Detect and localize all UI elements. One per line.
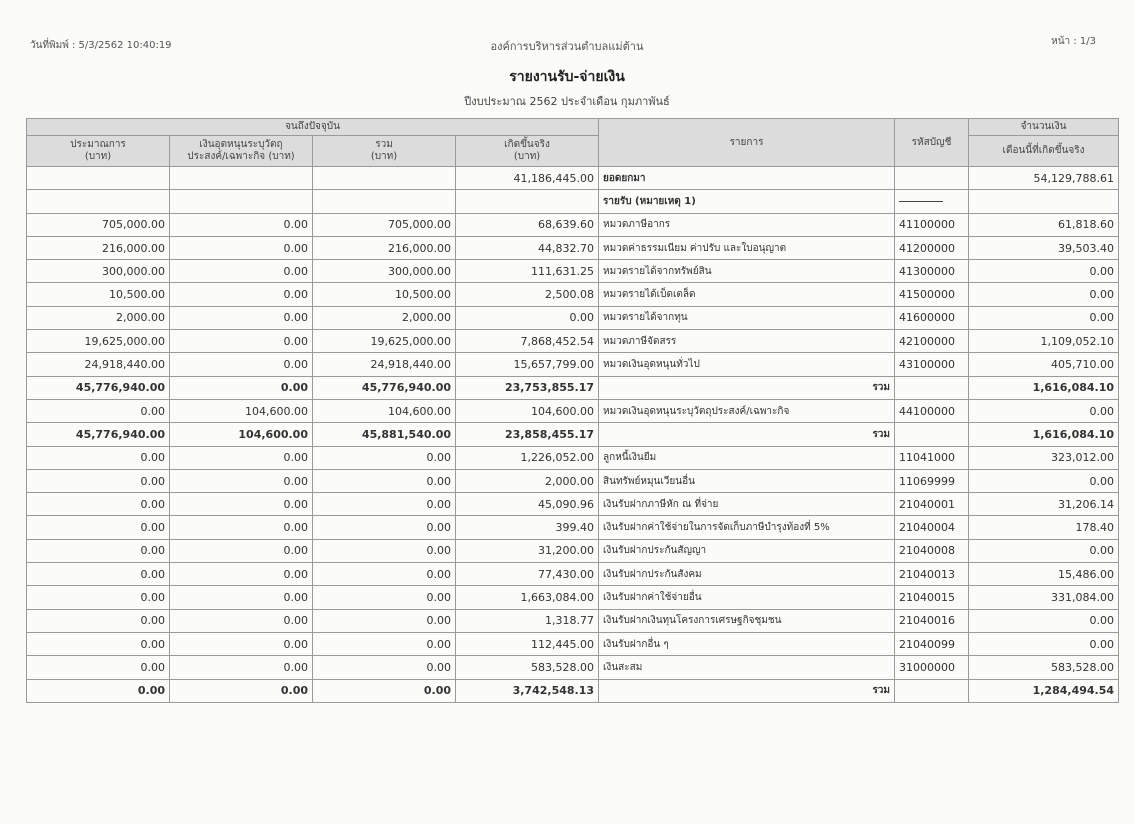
table-row: [27, 376, 1119, 399]
actual-cell: 31,200.00: [456, 539, 599, 562]
account-code-cell: [895, 679, 969, 702]
item-cell: เงินรับฝากประกันสังคม: [599, 563, 895, 586]
amount-cell: 31,206.14: [969, 493, 1119, 516]
subsidy-cell: 0.00: [170, 306, 313, 329]
table-row: [27, 493, 1119, 516]
total-cell: 10,500.00: [313, 283, 456, 306]
report-table: [26, 118, 1119, 703]
total-cell: 0.00: [313, 656, 456, 679]
table-row: [27, 609, 1119, 632]
organization-name: องค์การบริหารส่วนตำบลแม่ต้าน: [490, 40, 644, 53]
subsidy-cell: 0.00: [170, 539, 313, 562]
account-code-cell: 44100000: [895, 399, 969, 422]
actual-cell: 23,753,855.17: [456, 376, 599, 399]
table-row: [27, 236, 1119, 259]
item-cell: หมวดค่าธรรมเนียม ค่าปรับ และใบอนุญาต: [599, 236, 895, 259]
table-row: [27, 516, 1119, 539]
table-row: [27, 330, 1119, 353]
actual-cell: 44,832.70: [456, 236, 599, 259]
estimate-cell: 0.00: [27, 609, 170, 632]
estimate-cell: 0.00: [27, 563, 170, 586]
account-code-cell: 41600000: [895, 306, 969, 329]
total-cell: 705,000.00: [313, 213, 456, 236]
account-code-cell: 21040008: [895, 539, 969, 562]
total-cell: 300,000.00: [313, 260, 456, 283]
amount-cell: 331,084.00: [969, 586, 1119, 609]
table-row: [27, 679, 1119, 702]
item-cell: รวม: [599, 679, 895, 702]
account-code-cell: [895, 376, 969, 399]
estimate-cell: 0.00: [27, 586, 170, 609]
header-amount-month: เดือนนี้ที่เกิดขึ้นจริง: [969, 136, 1119, 167]
table-row: [27, 469, 1119, 492]
amount-cell: 178.40: [969, 516, 1119, 539]
table-row: [27, 656, 1119, 679]
amount-cell: 323,012.00: [969, 446, 1119, 469]
table-row: [27, 353, 1119, 376]
actual-cell: 2,500.08: [456, 283, 599, 306]
total-cell: 0.00: [313, 563, 456, 586]
subsidy-cell: 0.00: [170, 376, 313, 399]
actual-cell: 1,226,052.00: [456, 446, 599, 469]
account-code-cell: 11069999: [895, 469, 969, 492]
total-cell: 216,000.00: [313, 236, 456, 259]
item-cell: รวม: [599, 376, 895, 399]
account-code-cell: 21040099: [895, 632, 969, 655]
total-cell: 104,600.00: [313, 399, 456, 422]
header-subsidy: เงินอุดหนุนระบุวัตถุ ประสงค์/เฉพาะกิจ (บาท): [170, 136, 313, 167]
table-row: [27, 167, 1119, 190]
item-cell: เงินรับฝากเงินทุนโครงการเศรษฐกิจชุมชน: [599, 609, 895, 632]
estimate-cell: 10,500.00: [27, 283, 170, 306]
dash-line: [899, 201, 943, 202]
account-code-cell: 21040001: [895, 493, 969, 516]
account-code-cell: 21040015: [895, 586, 969, 609]
amount-cell: 39,503.40: [969, 236, 1119, 259]
item-cell: เงินรับฝากประกันสัญญา: [599, 539, 895, 562]
item-cell: หมวดเงินอุดหนุนระบุวัตถุประสงค์/เฉพาะกิจ: [599, 399, 895, 422]
print-date: วันที่พิมพ์ : 5/3/2562 10:40:19: [30, 40, 172, 51]
actual-cell: 15,657,799.00: [456, 353, 599, 376]
actual-cell: 7,868,452.54: [456, 330, 599, 353]
amount-cell: 1,616,084.10: [969, 376, 1119, 399]
amount-cell: 0.00: [969, 306, 1119, 329]
estimate-cell: 0.00: [27, 516, 170, 539]
estimate-cell: [27, 167, 170, 190]
table-row: [27, 213, 1119, 236]
amount-cell: [969, 190, 1119, 213]
item-cell: หมวดภาษีจัดสรร: [599, 330, 895, 353]
table-row: [27, 190, 1119, 213]
total-cell: 0.00: [313, 586, 456, 609]
table-row: [27, 632, 1119, 655]
actual-cell: 68,639.60: [456, 213, 599, 236]
total-cell: 0.00: [313, 469, 456, 492]
estimate-cell: 0.00: [27, 656, 170, 679]
total-cell: 0.00: [313, 493, 456, 516]
table-row: [27, 283, 1119, 306]
account-code-cell: [895, 423, 969, 446]
subsidy-cell: 0.00: [170, 493, 313, 516]
page-number: หน้า : 1/3: [1051, 36, 1096, 47]
subsidy-cell: 0.00: [170, 563, 313, 586]
header-actual: เกิดขึ้นจริง (บาท): [456, 136, 599, 167]
estimate-cell: 24,918,440.00: [27, 353, 170, 376]
total-cell: 19,625,000.00: [313, 330, 456, 353]
amount-cell: 1,616,084.10: [969, 423, 1119, 446]
actual-cell: 41,186,445.00: [456, 167, 599, 190]
subsidy-cell: 0.00: [170, 260, 313, 283]
subsidy-cell: 104,600.00: [170, 423, 313, 446]
account-code-cell: [895, 190, 969, 213]
table-row: [27, 423, 1119, 446]
item-cell: หมวดรายได้เบ็ดเตล็ด: [599, 283, 895, 306]
total-cell: 24,918,440.00: [313, 353, 456, 376]
item-cell: เงินรับฝากค่าใช้จ่ายอื่น: [599, 586, 895, 609]
item-cell: รวม: [599, 423, 895, 446]
account-code-cell: 41100000: [895, 213, 969, 236]
estimate-cell: 0.00: [27, 446, 170, 469]
amount-cell: 0.00: [969, 469, 1119, 492]
estimate-cell: 0.00: [27, 632, 170, 655]
total-cell: 45,881,540.00: [313, 423, 456, 446]
account-code-cell: 21040013: [895, 563, 969, 586]
account-code-cell: 21040004: [895, 516, 969, 539]
total-cell: 0.00: [313, 516, 456, 539]
report-title: รายงานรับ-จ่ายเงิน: [509, 69, 625, 85]
estimate-cell: 0.00: [27, 679, 170, 702]
amount-cell: 0.00: [969, 632, 1119, 655]
actual-cell: 112,445.00: [456, 632, 599, 655]
subsidy-cell: 0.00: [170, 656, 313, 679]
estimate-cell: 45,776,940.00: [27, 376, 170, 399]
total-cell: 0.00: [313, 609, 456, 632]
total-cell: 0.00: [313, 539, 456, 562]
actual-cell: 583,528.00: [456, 656, 599, 679]
amount-cell: 583,528.00: [969, 656, 1119, 679]
header-to-date: จนถึงปัจจุบัน: [27, 119, 599, 136]
account-code-cell: 31000000: [895, 656, 969, 679]
table-row: [27, 586, 1119, 609]
actual-cell: 77,430.00: [456, 563, 599, 586]
report-subtitle: ปีงบประมาณ 2562 ประจำเดือน กุมภาพันธ์: [464, 95, 670, 108]
table-row: [27, 260, 1119, 283]
actual-cell: 45,090.96: [456, 493, 599, 516]
header-total: รวม (บาท): [313, 136, 456, 167]
item-cell: หมวดภาษีอากร: [599, 213, 895, 236]
amount-cell: 1,109,052.10: [969, 330, 1119, 353]
actual-cell: 2,000.00: [456, 469, 599, 492]
item-cell: ยอดยกมา: [599, 167, 895, 190]
account-code-cell: [895, 167, 969, 190]
subsidy-cell: 0.00: [170, 609, 313, 632]
amount-cell: 15,486.00: [969, 563, 1119, 586]
subsidy-cell: 0.00: [170, 679, 313, 702]
table-row: [27, 563, 1119, 586]
total-cell: [313, 167, 456, 190]
table-row: [27, 446, 1119, 469]
total-cell: 0.00: [313, 632, 456, 655]
amount-cell: 0.00: [969, 260, 1119, 283]
estimate-cell: 705,000.00: [27, 213, 170, 236]
subsidy-cell: 0.00: [170, 283, 313, 306]
subsidy-cell: 0.00: [170, 516, 313, 539]
header-item: รายการ: [599, 119, 895, 167]
total-cell: 0.00: [313, 446, 456, 469]
actual-cell: 1,663,084.00: [456, 586, 599, 609]
item-cell: ลูกหนี้เงินยืม: [599, 446, 895, 469]
item-cell: หมวดรายได้จากทรัพย์สิน: [599, 260, 895, 283]
estimate-cell: 0.00: [27, 399, 170, 422]
actual-cell: 0.00: [456, 306, 599, 329]
total-cell: 2,000.00: [313, 306, 456, 329]
estimate-cell: 45,776,940.00: [27, 423, 170, 446]
estimate-cell: 300,000.00: [27, 260, 170, 283]
header-estimate: ประมาณการ (บาท): [27, 136, 170, 167]
subsidy-cell: 0.00: [170, 353, 313, 376]
item-cell: เงินรับฝากค่าใช้จ่ายในการจัดเก็บภาษีบำรุงท้องที่ 5%: [599, 516, 895, 539]
amount-cell: 61,818.60: [969, 213, 1119, 236]
estimate-cell: 19,625,000.00: [27, 330, 170, 353]
actual-cell: 399.40: [456, 516, 599, 539]
subsidy-cell: 104,600.00: [170, 399, 313, 422]
subsidy-cell: 0.00: [170, 236, 313, 259]
amount-cell: 0.00: [969, 609, 1119, 632]
account-code-cell: 43100000: [895, 353, 969, 376]
total-cell: [313, 190, 456, 213]
item-cell: หมวดเงินอุดหนุนทั่วไป: [599, 353, 895, 376]
subsidy-cell: 0.00: [170, 330, 313, 353]
subsidy-cell: 0.00: [170, 586, 313, 609]
amount-cell: 1,284,494.54: [969, 679, 1119, 702]
account-code-cell: 41200000: [895, 236, 969, 259]
subsidy-cell: 0.00: [170, 446, 313, 469]
amount-cell: 405,710.00: [969, 353, 1119, 376]
account-code-cell: 11041000: [895, 446, 969, 469]
actual-cell: 23,858,455.17: [456, 423, 599, 446]
estimate-cell: 0.00: [27, 493, 170, 516]
amount-cell: 0.00: [969, 399, 1119, 422]
account-code-cell: 41300000: [895, 260, 969, 283]
estimate-cell: 0.00: [27, 539, 170, 562]
subsidy-cell: [170, 167, 313, 190]
subsidy-cell: [170, 190, 313, 213]
item-cell: เงินรับฝากภาษีหัก ณ ที่จ่าย: [599, 493, 895, 516]
estimate-cell: 2,000.00: [27, 306, 170, 329]
subsidy-cell: 0.00: [170, 469, 313, 492]
estimate-cell: [27, 190, 170, 213]
total-cell: 45,776,940.00: [313, 376, 456, 399]
actual-cell: 111,631.25: [456, 260, 599, 283]
item-cell: เงินรับฝากอื่น ๆ: [599, 632, 895, 655]
table-row: [27, 539, 1119, 562]
subsidy-cell: 0.00: [170, 632, 313, 655]
item-cell: รายรับ (หมายเหตุ 1): [599, 190, 895, 213]
account-code-cell: 41500000: [895, 283, 969, 306]
actual-cell: [456, 190, 599, 213]
header-account-code: รหัสบัญชี: [895, 119, 969, 167]
subsidy-cell: 0.00: [170, 213, 313, 236]
estimate-cell: 0.00: [27, 469, 170, 492]
account-code-cell: 21040016: [895, 609, 969, 632]
amount-cell: 0.00: [969, 539, 1119, 562]
account-code-cell: 42100000: [895, 330, 969, 353]
estimate-cell: 216,000.00: [27, 236, 170, 259]
item-cell: หมวดรายได้จากทุน: [599, 306, 895, 329]
amount-cell: 0.00: [969, 283, 1119, 306]
item-cell: เงินสะสม: [599, 656, 895, 679]
actual-cell: 1,318.77: [456, 609, 599, 632]
table-row: [27, 306, 1119, 329]
amount-cell: 54,129,788.61: [969, 167, 1119, 190]
table-row: [27, 399, 1119, 422]
actual-cell: 104,600.00: [456, 399, 599, 422]
item-cell: สินทรัพย์หมุนเวียนอื่น: [599, 469, 895, 492]
header-amount: จำนวนเงิน: [969, 119, 1119, 136]
total-cell: 0.00: [313, 679, 456, 702]
actual-cell: 3,742,548.13: [456, 679, 599, 702]
